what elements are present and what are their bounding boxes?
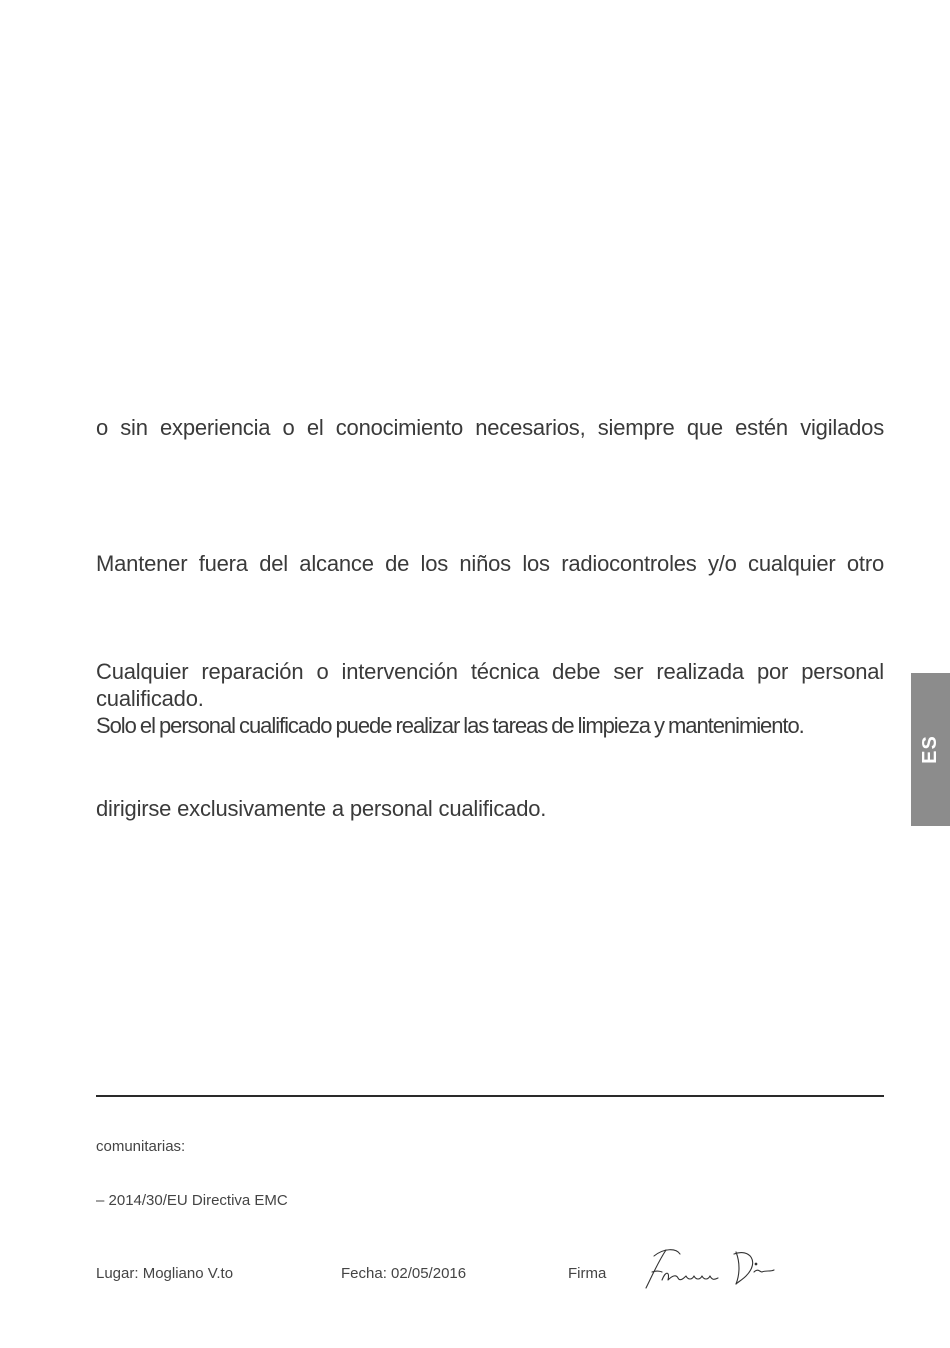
- paragraph-children-warning: [96, 550, 884, 577]
- language-tab: [911, 673, 950, 826]
- section-divider: [96, 1095, 884, 1097]
- handwritten-signature: [640, 1242, 780, 1294]
- paragraph-line: o sin experiencia o el conocimiento necesarios, siempre que estén vigilados: [96, 415, 884, 440]
- paragraph-line: cualificado.: [96, 686, 204, 711]
- paragraph-line: Cualquier reparación o intervención técnica debe ser realizada por personal: [96, 659, 884, 684]
- paragraph-repairs: [96, 658, 884, 739]
- place-field: Lugar: Mogliano V.to: [96, 1265, 234, 1282]
- paragraph-qualified-personnel: [96, 795, 884, 822]
- directive-line: – 2014/30/EU Directiva EMC: [96, 1192, 288, 1209]
- signature-label: Firma: [568, 1265, 607, 1282]
- paragraph-line: dirigirse exclusivamente a personal cualificado.: [96, 796, 547, 821]
- paragraph-line: Solo el personal cualificado puede realizar las tareas de limpieza y mantenimiento.: [96, 713, 804, 738]
- paragraph-supervision: [96, 414, 884, 441]
- paragraph-line: Mantener fuera del alcance de los niños los radiocontroles y/o cualquier otro: [96, 551, 884, 576]
- declaration-line: comunitarias:: [96, 1138, 186, 1155]
- date-field: Fecha: 02/05/2016: [341, 1265, 467, 1282]
- language-tab-label: ES: [919, 735, 941, 764]
